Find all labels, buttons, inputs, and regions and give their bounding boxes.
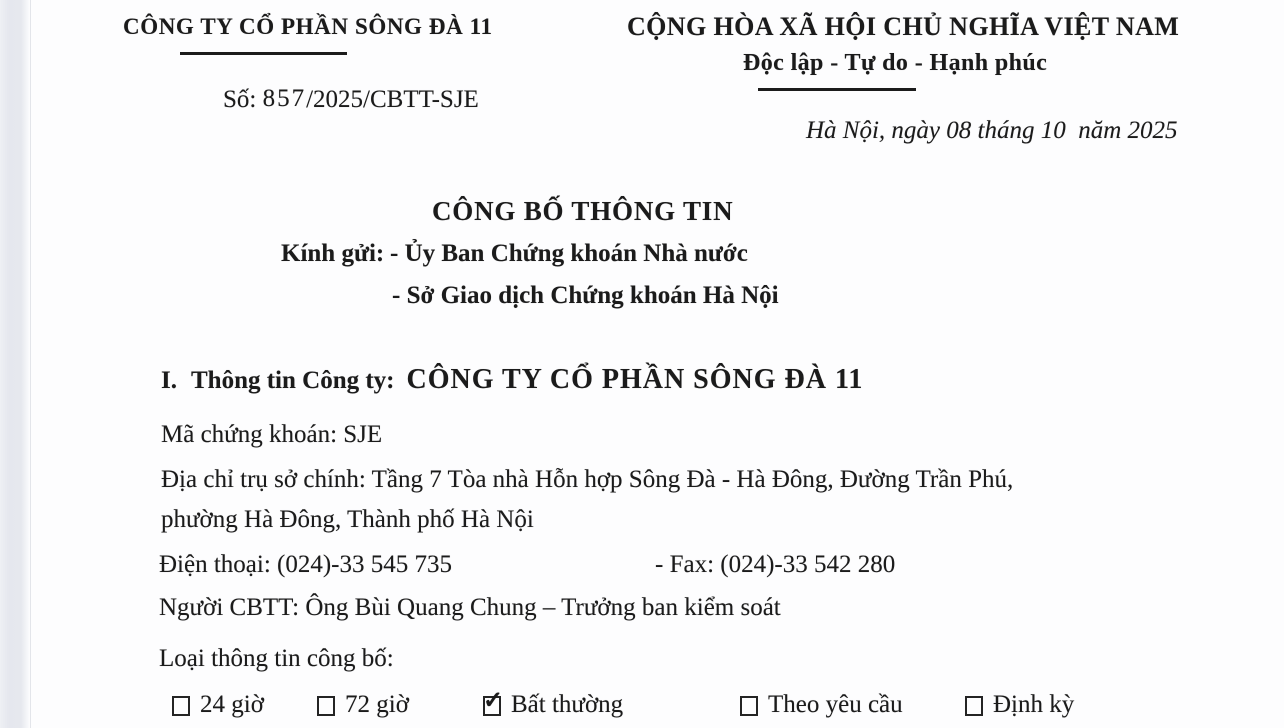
checkbox-label: Theo yêu cầu (768, 691, 903, 718)
doc-number-label: Số: (223, 86, 263, 113)
checkbox-option-72-gio[interactable] (317, 691, 409, 719)
checkbox-icon[interactable] (172, 696, 190, 716)
checkbox-label: 72 giờ (345, 691, 409, 718)
recipient-line-2: - Sở Giao dịch Chứng khoán Hà Nội (392, 282, 779, 309)
check-icon: ✓ (483, 688, 504, 714)
company-name-header: CÔNG TY CỔ PHẦN SÔNG ĐÀ 11 (123, 14, 493, 39)
checkbox-label: 24 giờ (200, 691, 264, 718)
national-motto: Độc lập - Tự do - Hạnh phúc (743, 50, 1048, 76)
header-rule-left (180, 52, 347, 55)
national-title: CỘNG HÒA XÃ HỘI CHỦ NGHĨA VIỆT NAM (627, 12, 1180, 41)
page-edge-strip (0, 0, 31, 728)
doc-number-handwritten: 857 (262, 85, 307, 112)
header-rule-right (758, 88, 916, 91)
fax-line: - Fax: (024)-33 542 280 (655, 551, 896, 578)
place-date-line: Hà Nội, ngày 08 tháng 10 năm 2025 (806, 117, 1178, 144)
section-numeral: I. (161, 367, 177, 394)
doc-number-printed: /2025/CBTT-SJE (306, 86, 479, 113)
recipients-label: Kính gửi: (281, 240, 385, 267)
checkbox-icon[interactable] (740, 696, 758, 716)
checkbox-icon[interactable] (317, 696, 335, 716)
phone-line: Điện thoại: (024)-33 545 735 (159, 551, 453, 578)
checkbox-label: Định kỳ (993, 691, 1075, 718)
checkbox-option-bat-thuong[interactable] (483, 688, 624, 719)
section-company-name: CÔNG TY CỔ PHẦN SÔNG ĐÀ 11 (406, 364, 864, 395)
checkbox-option-theo-yeu-cau[interactable] (740, 691, 903, 719)
document-title: CÔNG BỐ THÔNG TIN (432, 196, 734, 226)
doc-number-line (223, 86, 479, 114)
section-1-heading (161, 364, 863, 396)
checkbox-option-dinh-ky[interactable] (965, 691, 1074, 719)
disclosure-type-label: Loại thông tin công bố: (159, 645, 394, 672)
address-line-2: phường Hà Đông, Thành phố Hà Nội (161, 506, 534, 533)
checkbox-checked-icon[interactable] (483, 688, 504, 716)
checkbox-option-24-gio[interactable] (172, 691, 264, 719)
ticker-line: Mã chứng khoán: SJE (161, 421, 383, 448)
address-line-1: Địa chỉ trụ sở chính: Tầng 7 Tòa nhà Hỗn hợp Sông Đà - Hà Đông, Đường Trần Phú, (161, 466, 1014, 493)
checkbox-icon[interactable] (965, 696, 983, 716)
recipient-line-1: - Ủy Ban Chứng khoán Nhà nước (390, 240, 748, 267)
discloser-line: Người CBTT: Ông Bùi Quang Chung – Trưởng ban kiểm soát (159, 594, 781, 621)
section-label: Thông tin Công ty: (190, 367, 395, 394)
checkbox-label: Bất thường (511, 691, 624, 718)
